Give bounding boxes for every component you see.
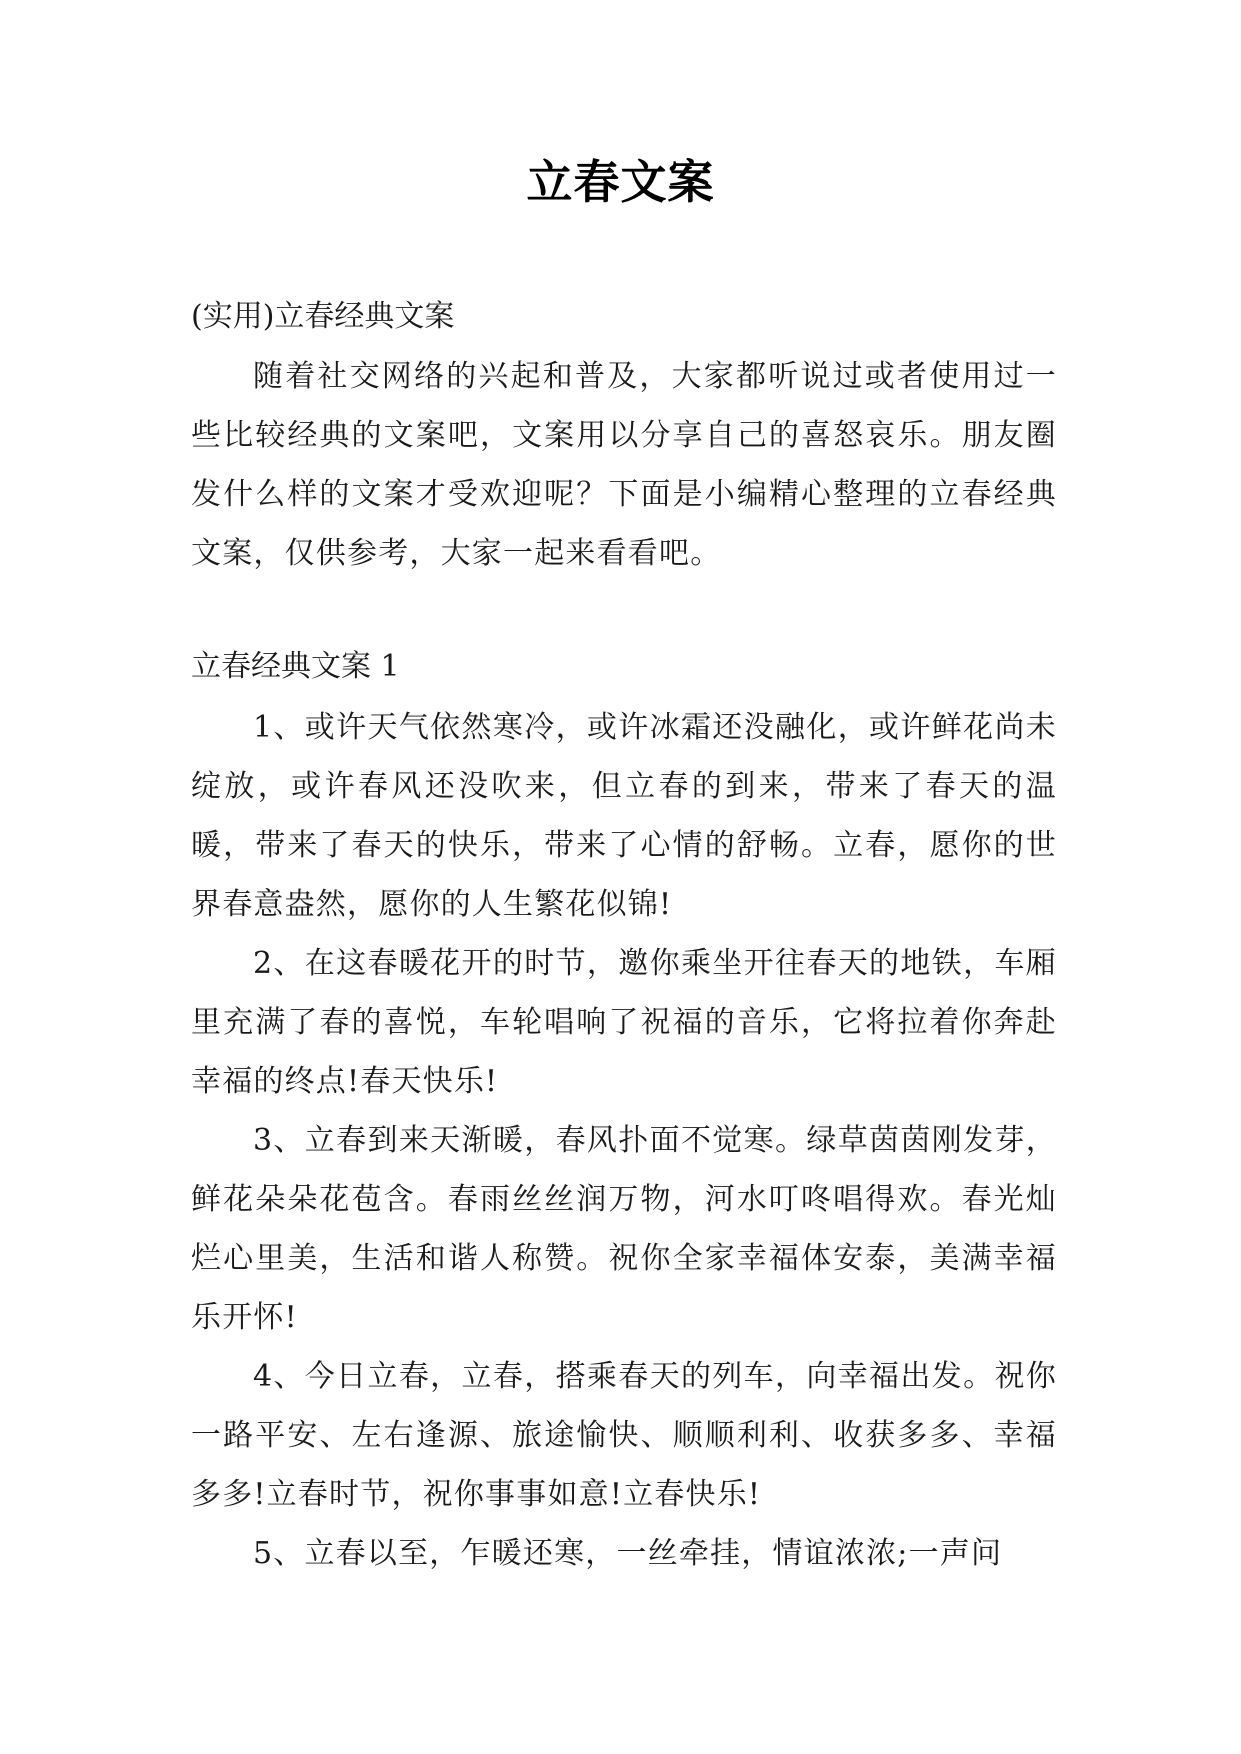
intro-paragraph: 随着社交网络的兴起和普及，大家都听说过或者使用过一些比较经典的文案吧，文案用以分享自己的喜怒哀乐。朋友圈发什么样的文案才受欢迎呢？下面是小编精心整理的立春经典文案，仅供参考，大家一起来看看吧。: [191, 359, 1057, 571]
entry-paragraph: 5、立春以至，乍暖还寒，一丝牵挂，情谊浓浓;一声问: [253, 1536, 1003, 1571]
entry-paragraph: 2、在这春暖花开的时节，邀你乘坐开往春天的地铁，车厢里充满了春的喜悦，车轮唱响了祝福的音乐，它将拉着你奔赴幸福的终点!春天快乐!: [191, 946, 1057, 1099]
intro-section: [191, 347, 1057, 583]
document-subtitle: (实用)立春经典文案: [191, 299, 455, 334]
entry-list: [191, 698, 1057, 1583]
document-title: 立春文案: [526, 155, 715, 209]
entry-paragraph: 3、立春到来天渐暖，春风扑面不觉寒。绿草茵茵刚发芽，鲜花朵朵花苞含。春雨丝丝润万物，河水叮咚唱得欢。春光灿烂心里美，生活和谐人称赞。祝你全家幸福体安泰，美满幸福乐开怀!: [191, 1123, 1057, 1335]
section-heading: 立春经典文案 1: [191, 649, 400, 684]
entry-paragraph: 1、或许天气依然寒冷，或许冰霜还没融化，或许鲜花尚未绽放，或许春风还没吹来，但立春的到来，带来了春天的温暖，带来了春天的快乐，带来了心情的舒畅。立春，愿你的世界春意盎然，愿你的人生繁花似锦!: [191, 710, 1057, 922]
entry-paragraph: 4、今日立春，立春，搭乘春天的列车，向幸福出发。祝你一路平安、左右逢源、旅途愉快、顺顺利利、收获多多、幸福多多!立春时节，祝你事事如意!立春快乐!: [191, 1359, 1057, 1512]
